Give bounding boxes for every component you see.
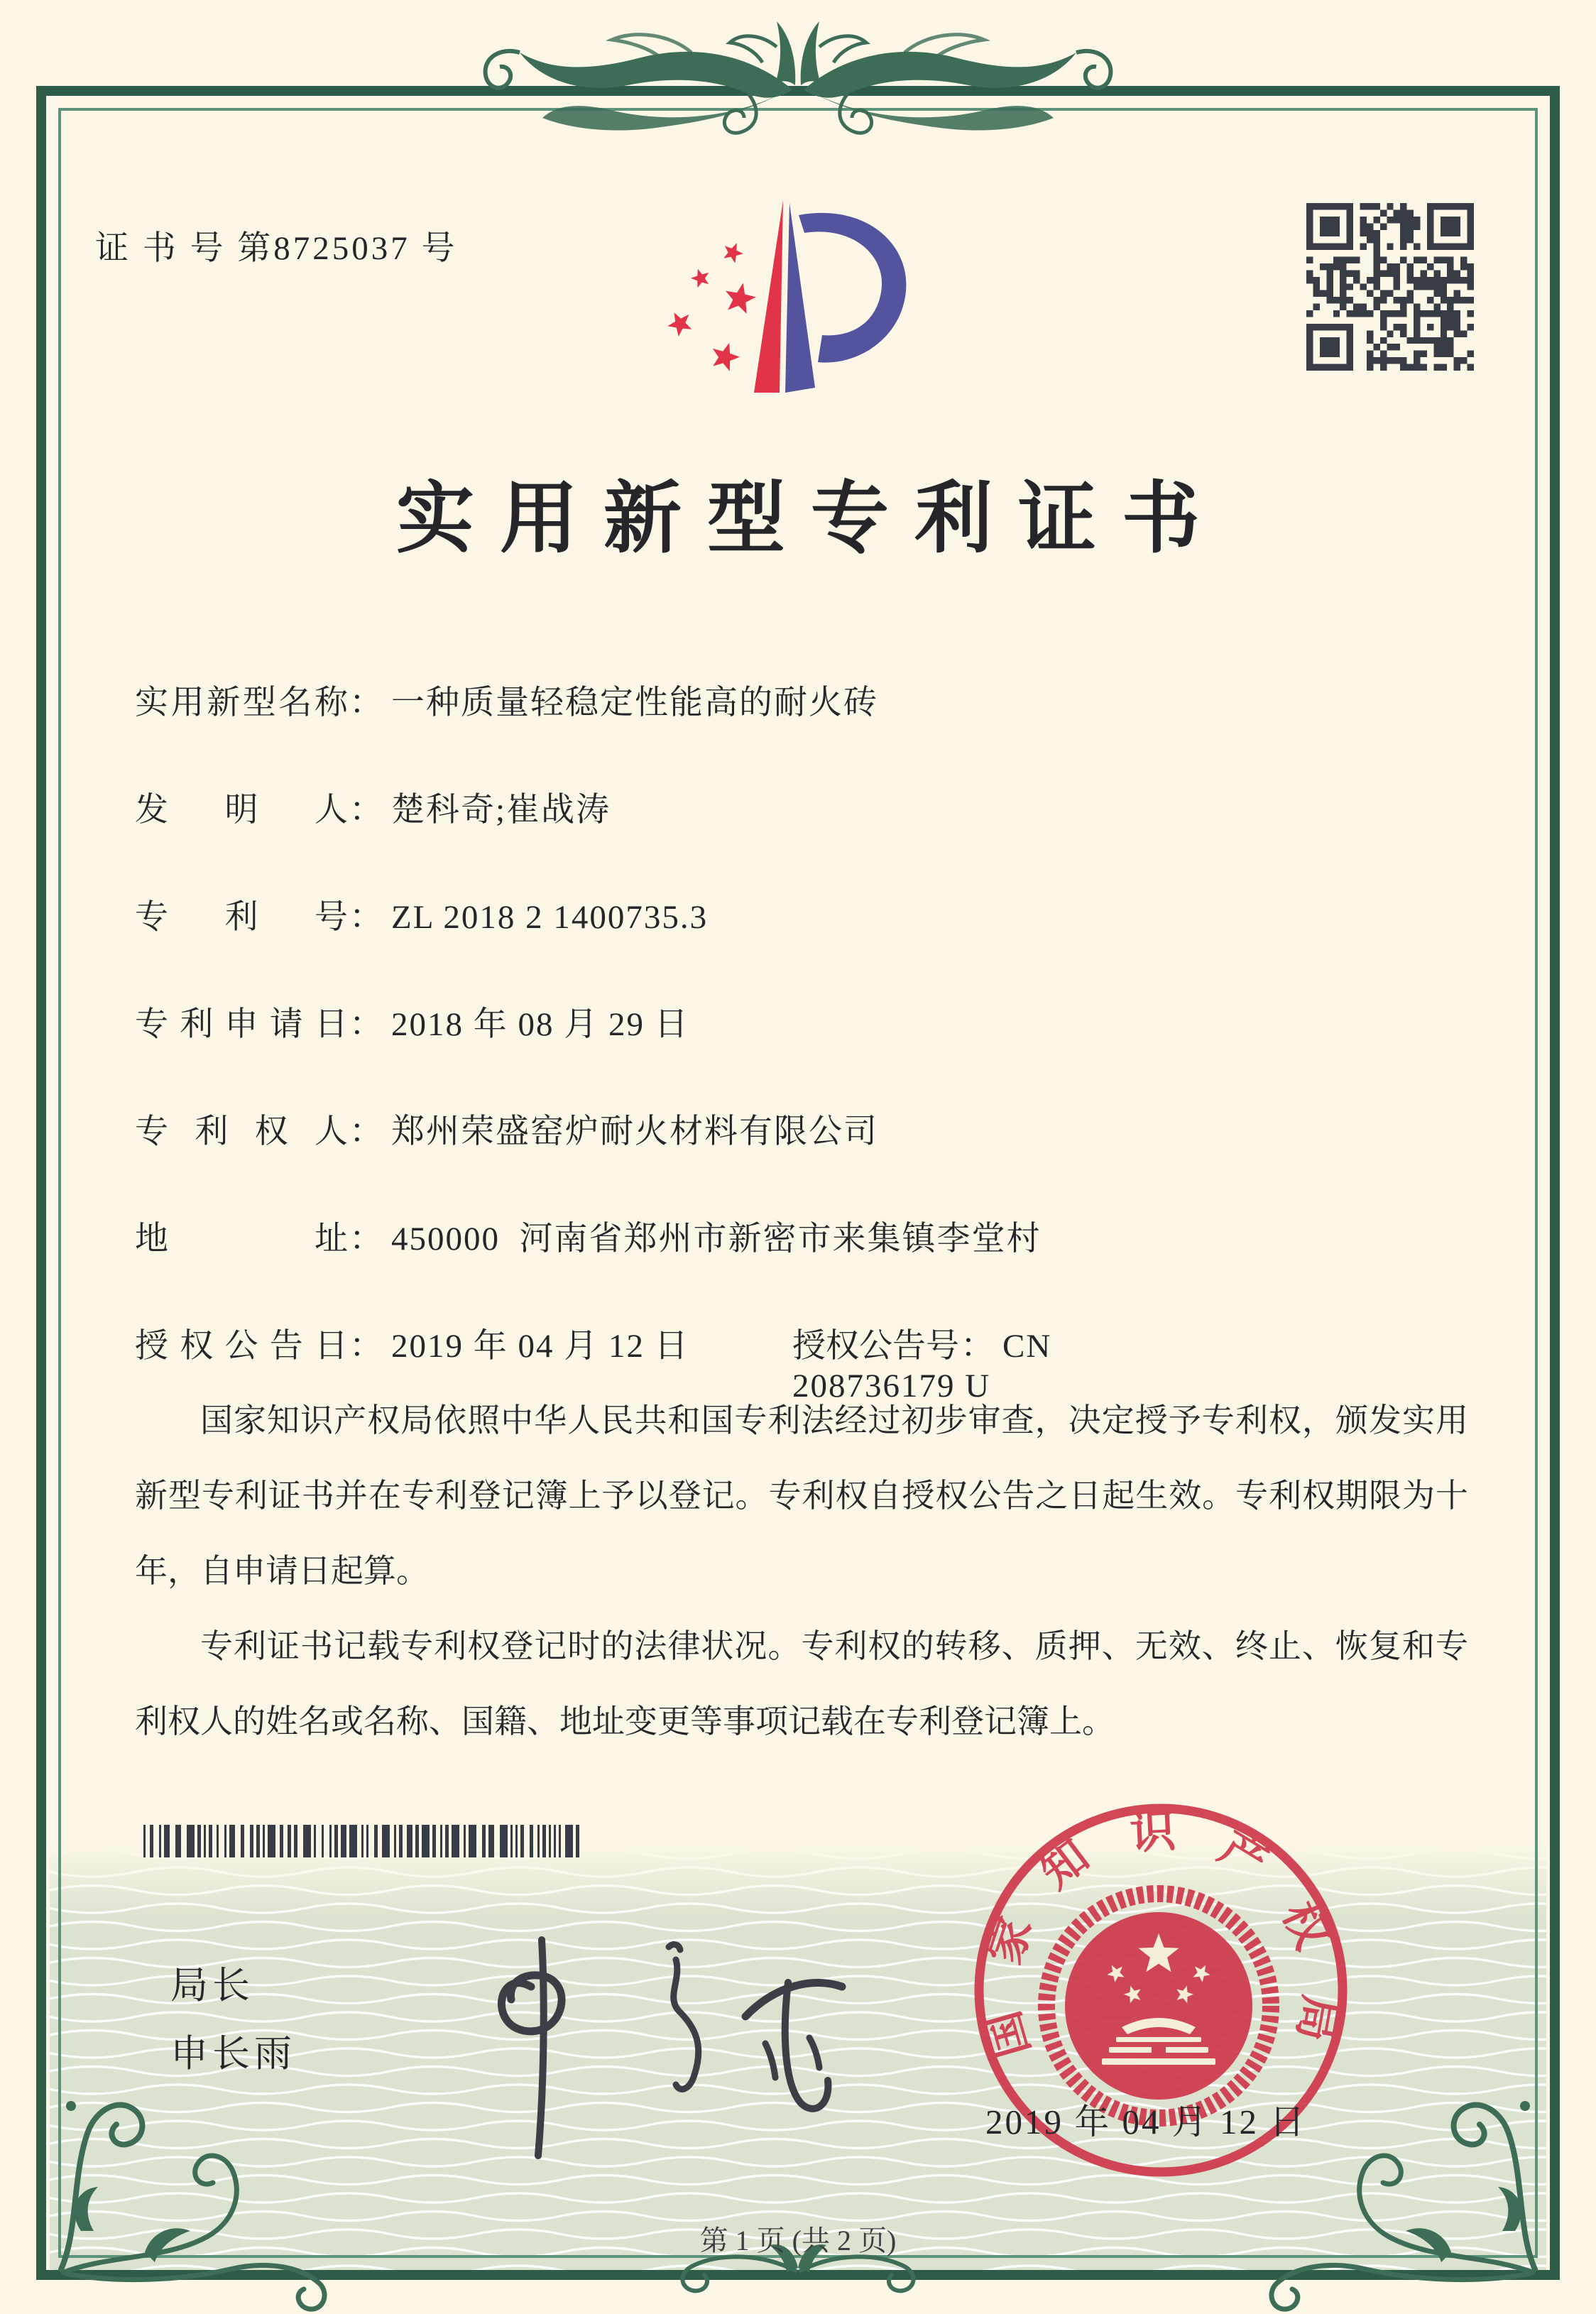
field-colon: ：: [349, 1221, 383, 1257]
grant-no-label: 授权公告号: [792, 1328, 959, 1365]
field-colon: ：: [961, 1328, 994, 1365]
field-label: 专利号: [135, 899, 348, 936]
seal-date: 2019 年 04 月 12 日: [985, 2102, 1307, 2141]
certificate-number: 证 书 号 第8725037 号: [95, 230, 458, 267]
seal-circular-text: 国家知识产权局: [978, 1806, 1346, 2063]
field-value: 450000 河南省郑州市新密市来集镇李堂村: [391, 1221, 1042, 1257]
field-colon: ：: [349, 1328, 383, 1365]
commissioner-role: 局长: [170, 1965, 254, 2007]
top-center-flourish: [486, 21, 1111, 133]
field-value: ZL 2018 2 1400735.3: [391, 899, 709, 936]
field-label: 专利权人: [135, 1113, 348, 1150]
field-value: 郑州荣盛窑炉耐火材料有限公司: [391, 1113, 878, 1150]
commissioner-name: 申长雨: [170, 2034, 296, 2075]
field-colon: ：: [349, 684, 383, 721]
legal-paragraph-1: 国家知识产权局依照中华人民共和国专利法经过初步审查，决定授予专利权，颁发实用新型专利证书并在专利登记簿上予以登记。专利权自授权公告之日起生效。专利权期限为十年，自申请日起算。: [135, 1402, 1468, 1589]
legal-paragraph-2: 专利证书记载专利权登记时的法律状况。专利权的转移、质押、无效、终止、恢复和专利权人的姓名或名称、国籍、地址变更等事项记载在专利登记簿上。: [135, 1628, 1468, 1740]
field-label: 地址: [135, 1221, 348, 1257]
field-value: 楚科奇;崔战涛: [391, 792, 611, 829]
field-colon: ：: [349, 1006, 383, 1043]
field-value: 一种质量轻稳定性能高的耐火砖: [391, 684, 878, 721]
field-value: 2018 年 08 月 29 日: [391, 1006, 689, 1043]
field-colon: ：: [349, 792, 383, 829]
field-colon: ：: [349, 899, 383, 936]
field-label: 发明人: [135, 792, 348, 829]
field-label: 实用新型名称: [135, 684, 348, 721]
grant-date-value: 2019 年 04 月 12 日: [391, 1328, 689, 1365]
grant-date-label: 授权公告日: [135, 1328, 348, 1365]
field-colon: ：: [349, 1113, 383, 1150]
page-footer: 第 1 页 (共 2 页): [699, 2225, 897, 2256]
certificate-title: 实用新型专利证书: [396, 476, 1225, 562]
grant-no-value: CN 208736179 U: [792, 1328, 1062, 1404]
field-label: 专利申请日: [135, 1006, 348, 1043]
